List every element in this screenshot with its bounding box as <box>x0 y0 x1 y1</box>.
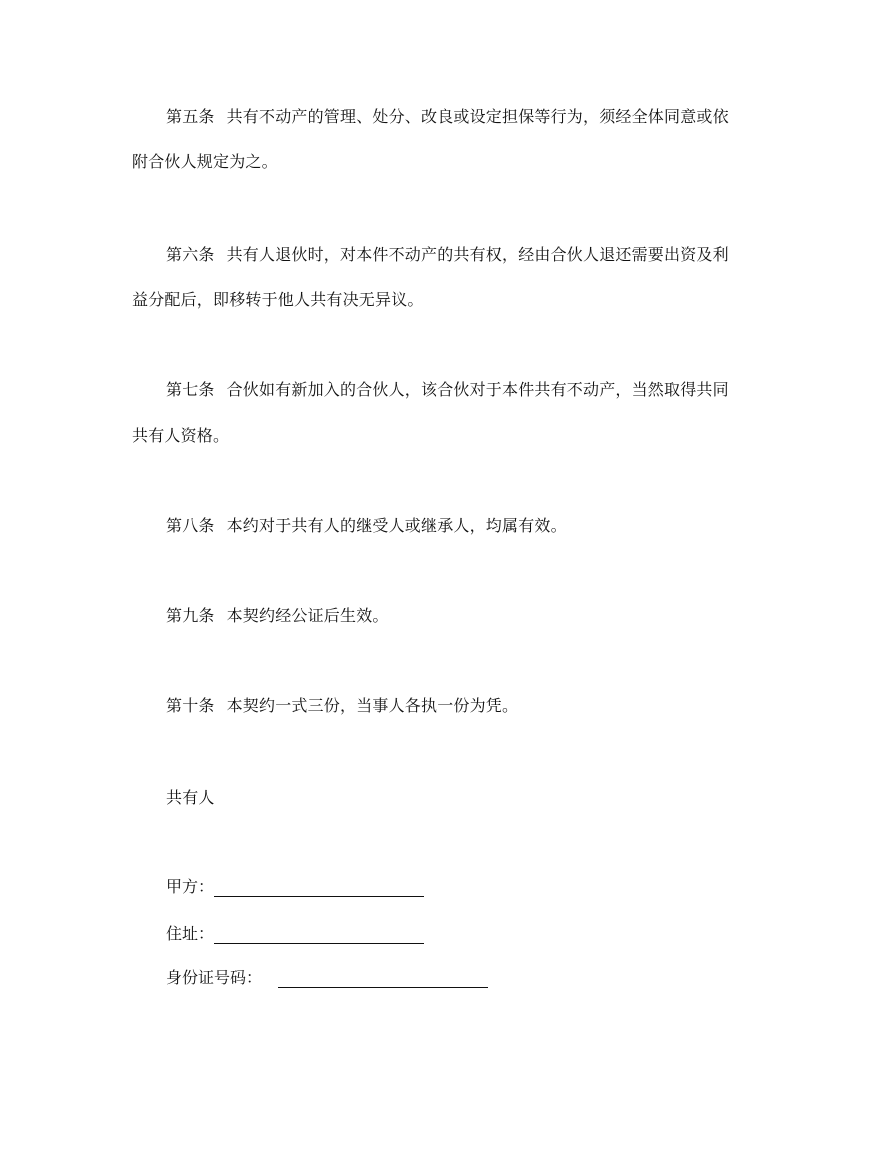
address-field <box>166 924 424 944</box>
article-10-number: 第十条 <box>166 696 215 715</box>
id-number-blank-line[interactable] <box>278 969 488 988</box>
article-8-text: 本约对于共有人的继受人或继承人，均属有效。 <box>226 516 567 535</box>
article-10-text: 本契约一式三份，当事人各执一份为凭。 <box>226 696 519 715</box>
party-a-field <box>166 877 424 897</box>
article-7-number: 第七条 <box>166 380 215 399</box>
article-5-line-1 <box>166 107 729 127</box>
address-label: 住址： <box>166 924 215 943</box>
article-9-text: 本契约经公证后生效。 <box>226 606 389 625</box>
article-6-line-1 <box>166 245 729 265</box>
article-7-text: 合伙如有新加入的合伙人，该合伙对于本件共有不动产，当然取得共同 <box>226 380 729 399</box>
party-a-blank-line[interactable] <box>214 878 424 897</box>
article-5-number: 第五条 <box>166 107 215 126</box>
article-9-number: 第九条 <box>166 606 215 625</box>
article-10-line-1 <box>166 696 518 716</box>
article-8-line-1 <box>166 516 567 536</box>
id-number-field <box>166 968 488 988</box>
article-8-number: 第八条 <box>166 516 215 535</box>
party-a-label: 甲方： <box>166 877 215 896</box>
article-9-line-1 <box>166 606 389 626</box>
article-6-line-2: 益分配后，即移转于他人共有决无异议。 <box>132 290 424 309</box>
id-number-label: 身份证号码： <box>166 968 263 987</box>
address-blank-line[interactable] <box>214 925 424 944</box>
signature-heading: 共有人 <box>166 788 215 807</box>
article-5-text: 共有不动产的管理、处分、改良或设定担保等行为，须经全体同意或依 <box>226 107 729 126</box>
article-5-line-2: 附合伙人规定为之。 <box>132 152 278 171</box>
article-6-number: 第六条 <box>166 245 215 264</box>
article-7-line-2: 共有人资格。 <box>132 426 230 445</box>
article-6-text: 共有人退伙时，对本件不动产的共有权，经由合伙人退还需要出资及利 <box>226 245 729 264</box>
article-7-line-1 <box>166 380 729 400</box>
